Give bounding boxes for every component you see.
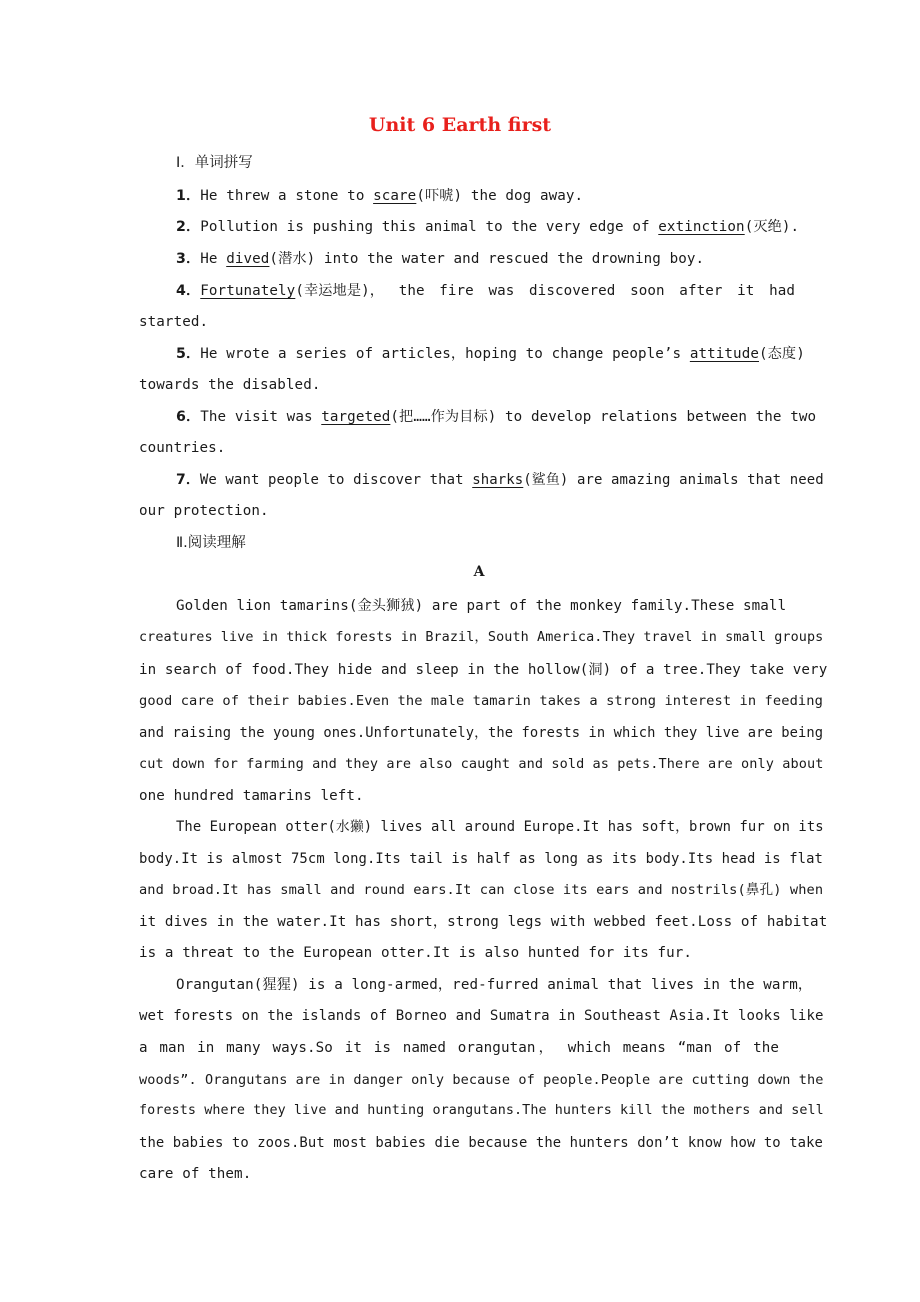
page-title: Unit 6 Earth first [368, 114, 552, 136]
paragraph-3-line: wet forests on the islands of Borneo and Sumatra in Southeast Asia.It looks like [139, 1008, 824, 1024]
section-heading-spelling: Ⅰ．单词拼写 [176, 155, 253, 171]
answer-word: scare [373, 188, 417, 204]
spelling-item-3: 3．He dived(潜水) into the water and rescued the drowning boy. [176, 251, 705, 267]
paragraph-3-line: a man in many ways.So it is named orangutan， which means “man of the [139, 1040, 779, 1056]
paragraph-1-line: Golden lion tamarins(金头狮狨) are part of the monkey family.These small [176, 598, 787, 614]
answer-word: sharks [472, 472, 524, 488]
paragraph-2-line: it dives in the water.It has short，strong legs with webbed feet.Loss of habitat [139, 914, 828, 930]
section-heading-reading: Ⅱ.阅读理解 [176, 535, 246, 551]
paragraph-3-line: woods”. Orangutans are in danger only because of people.People are cutting down the [139, 1072, 824, 1088]
spelling-item-5-continued: towards the disabled. [139, 377, 321, 393]
answer-word: dived [226, 251, 270, 267]
spelling-item-4: 4．Fortunately(幸运地是)， the fire was discovered soon after it had [176, 283, 795, 299]
paragraph-1-line: one hundred tamarins left. [139, 788, 364, 804]
spelling-item-5: 5．He wrote a series of articles，hoping to change people’s attitude(态度) [176, 346, 805, 362]
spelling-item-1: 1．He threw a stone to scare(吓唬) the dog away. [176, 188, 584, 204]
spelling-item-6: 6．The visit was targeted(把……作为目标) to develop relations between the two [176, 409, 817, 425]
paragraph-1-line: in search of food.They hide and sleep in the hollow(洞) of a tree.They take very [139, 662, 828, 678]
paragraph-3-line: the babies to zoos.But most babies die because the hunters don’t know how to take [139, 1135, 823, 1151]
paragraph-1-line: cut down for farming and they are also caught and sold as pets.There are only about [139, 756, 824, 772]
paragraph-3-line: forests where they live and hunting orangutans.The hunters kill the mothers and sell [139, 1103, 824, 1118]
paragraph-2-line: and broad.It has small and round ears.It can close its ears and nostrils(鼻孔) when [139, 882, 824, 898]
paragraph-2-line: is a threat to the European otter.It is also hunted for its fur. [139, 945, 693, 961]
spelling-item-2: 2．Pollution is pushing this animal to the very edge of extinction(灭绝). [176, 219, 800, 235]
paragraph-3-line: care of them. [139, 1166, 252, 1182]
passage-label: A [473, 564, 485, 580]
answer-word: targeted [321, 409, 391, 425]
spelling-item-4-continued: started. [139, 314, 209, 330]
answer-word: extinction [658, 219, 745, 235]
spelling-item-7: 7．We want people to discover that sharks(鲨鱼) are amazing animals that need [176, 472, 824, 488]
paragraph-3-line: Orangutan(猩猩) is a long-armed，red-furred animal that lives in the warm， [176, 977, 813, 993]
spelling-item-6-continued: countries. [139, 440, 226, 456]
paragraph-1-line: good care of their babies.Even the male tamarin takes a strong interest in feeding [139, 693, 823, 709]
answer-word: attitude [689, 346, 759, 362]
paragraph-2-line: The European otter(水獭) lives all around Europe.It has soft，brown fur on its [176, 819, 824, 835]
paragraph-1-line: creatures live in thick forests in Brazil，South America.They travel in small groups [139, 630, 824, 645]
answer-word: Fortunately [200, 283, 296, 299]
paragraph-1-line: and raising the young ones.Unfortunately，the forests in which they live are being [139, 725, 824, 741]
spelling-item-7-continued: our protection. [139, 503, 269, 519]
paragraph-2-line: body.It is almost 75cm long.Its tail is half as long as its body.Its head is flat [139, 851, 823, 867]
